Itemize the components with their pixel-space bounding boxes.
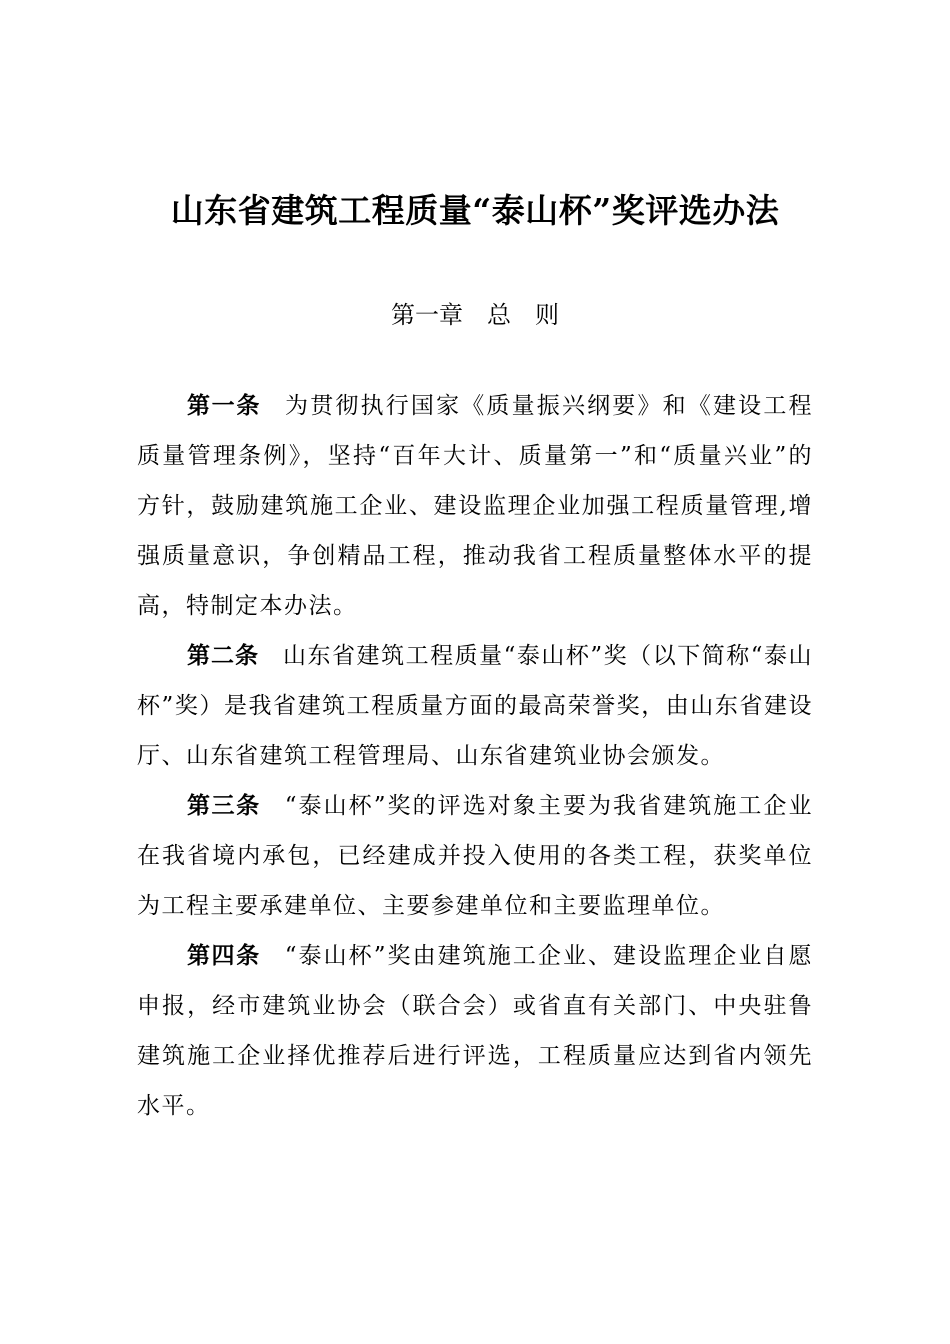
article-label: 第一条 bbox=[187, 393, 262, 419]
document-body bbox=[137, 381, 813, 1131]
article-3 bbox=[137, 781, 813, 931]
article-label: 第三条 bbox=[187, 793, 261, 819]
article-2 bbox=[137, 631, 813, 781]
article-text: “泰山杯”奖的评选对象主要为我省建筑施工企业在我省境内承包，已经建成并投入使用的各类工程，获奖单位为工程主要承建单位、主要参建单位和主要监理单位。 bbox=[137, 793, 813, 919]
article-label: 第二条 bbox=[187, 643, 260, 669]
article-1 bbox=[137, 381, 813, 631]
document-title: 山东省建筑工程质量“泰山杯”奖评选办法 bbox=[170, 191, 780, 230]
article-label: 第四条 bbox=[187, 943, 261, 969]
article-text: 为贯彻执行国家《质量振兴纲要》和《建设工程质量管理条例》，坚持“百年大计、质量第一”和“质量兴业”的方针，鼓励建筑施工企业、建设监理企业加强工程质量管理,增强质量意识，争创精品工程，推动我省工程质量整体水平的提高，特制定本办法。 bbox=[137, 393, 814, 619]
chapter-heading: 第一章 总 则 bbox=[391, 301, 559, 329]
article-4 bbox=[137, 931, 813, 1131]
article-text: “泰山杯”奖由建筑施工企业、建设监理企业自愿申报，经市建筑业协会（联合会）或省直有关部门、中央驻鲁建筑施工企业择优推荐后进行评选，工程质量应达到省内领先水平。 bbox=[137, 943, 813, 1119]
article-text: 山东省建筑工程质量“泰山杯”奖（以下简称“泰山杯”奖）是我省建筑工程质量方面的最高荣誉奖，由山东省建设厅、山东省建筑工程管理局、山东省建筑业协会颁发。 bbox=[137, 643, 813, 769]
